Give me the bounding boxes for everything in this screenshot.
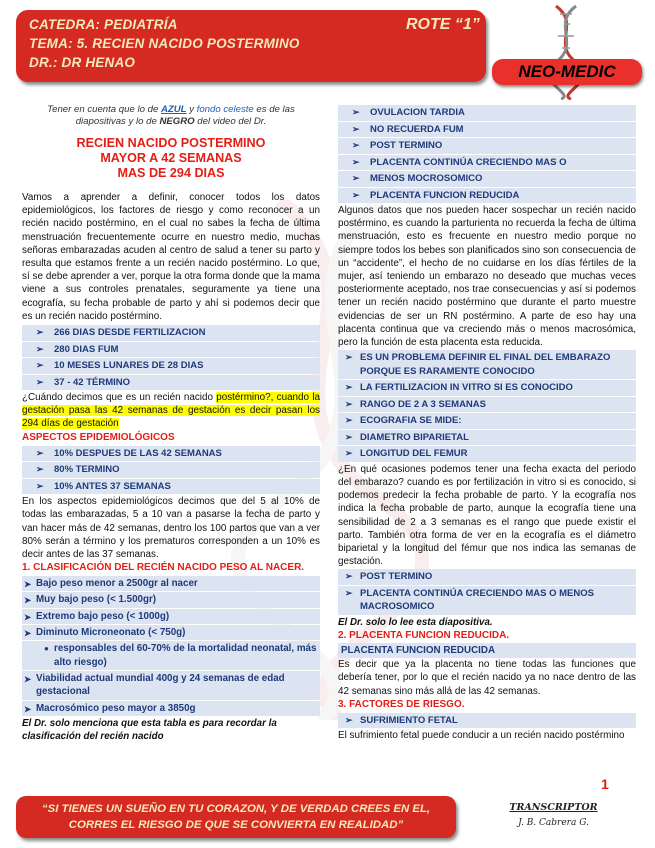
highlighted-answer: postérmino?, cuando la gestación pasa las 42 semanas de gestación es decir pasan los 294 días de gestación	[22, 392, 321, 430]
section-heading: ASPECTOS EPIDEMIOLÓGICOS	[22, 431, 175, 443]
ecography-paragraph: ¿En qué ocasiones podemos tener una fecha exacta del periodo del embarazo? cuando es por fertilización in vitro si es conocido, si podemos predecir la fecha probable de parto. Y la ecografía nos indica la fecha probable de parto, aunque la ecografía tiene una sensibilidad de 2 a 3 semanas es el rango que puede existir el parto. También otra forma de ver en la ecografía es el diámetro biparietal y la longitud del fémur que nos indica las semanas de gestación.	[338, 463, 636, 568]
question-text: ¿Cuándo decimos que es un recién nacido	[22, 392, 217, 404]
footer-quote-line: CORRES EL RIESGO DE QUE SE CONVIERTA EN REALIDAD”	[68, 819, 404, 831]
list-item: ➤ Diminuto Microneonato (< 750g)	[22, 625, 320, 640]
list-item: ➢ 37 - 42 TÉRMINO	[22, 375, 320, 391]
page-title	[22, 136, 320, 181]
fetal-distress-paragraph: El sufrimiento fetal puede conducir a un recién nacido postérmino	[338, 730, 625, 742]
note-celeste: fondo celeste	[196, 104, 254, 115]
list-item: ➢ NO RECUERDA FUM	[338, 122, 636, 138]
suspicion-paragraph: Algunos datos que nos pueden hacer sospechar un recién nacido postérmino, es cuando la parturienta no recuerda la fecha de última menstruación, esto es frecuente en nuestro medio porque no siempre todos los bebes son planificados sino son consecuencia de un “accidente”, el hecho de no cuidarse en los días fértiles de la mujer, así teniendo un embarazo no deseado que muchas veces posteriormente aceptado, nos trae consecuencias y así si podemos tener un recién nacido postérmino que durante el parto muestre evidencias de ser un RN postérmino. A parte de eso hay una placenta continua que va creciendo más o menos macrosómica, pero la función de esta placenta esta reducida.	[338, 205, 636, 349]
placenta-paragraph: Es decir que ya la placenta no tiene todas las funciones que debería tener, por lo que el recién nacido ya no nace dentro de las 42 semanas sino más allá de las 42 semanas.	[338, 659, 636, 697]
intro-paragraph: Vamos a aprender a definir, conocer todos los datos epidemiológicos, los factores de riesgo y como reconocer a un recién nacido postérmino, en el cual no sabes la fecha de última menstruación frecuentemente ocurre en nuestro medio, muchas señoras embarazadas acuden al centro de salud a tener su parto y resulta que estamos frente a un recién nacido postérmino. Lo que, sí se debe aprender a ver, porque la otra forma donde que la mama viene a sus controles prenatales, seguramente ya tiene una ecografía, su fecha probable de parto y ahí si podemos decir que es un recién nacido postérmino.	[22, 192, 320, 322]
list-item: ➢ LONGITUD DEL FEMUR	[338, 446, 636, 462]
title-line: RECIEN NACIDO POSTERMINO	[76, 136, 266, 150]
section-heading: 2. PLACENTA FUNCION REDUCIDA.	[338, 629, 510, 641]
header-doctor: DR.: DR HENAO	[29, 55, 136, 70]
note-text: y	[186, 104, 197, 115]
list-item: ➢ SUFRIMIENTO FETAL	[338, 713, 636, 729]
question-paragraph	[22, 391, 320, 431]
list-item: ➢ 80% TERMINO	[22, 462, 320, 478]
epidemiology-paragraph: En los aspectos epidemiológicos decimos que del 5 al 10% de todas las embarazadas, 5 a 10 van a pasarse la fecha de parto y van hacer más de 42 semanas, dentro los 100 partos que van a ver 80% serán a término y los prematuros corresponden a un 10% es decir antes de las 37 semanas.	[22, 496, 320, 560]
sub-heading: PLACENTA FUNCION REDUCIDA	[338, 643, 636, 658]
doctor-note: El Dr. solo menciona que esta tabla es para recordar la clasificación del recién nacido	[22, 717, 277, 742]
list-item: ➢ 10 MESES LUNARES DE 28 DIAS	[22, 358, 320, 374]
title-line: MAYOR A 42 SEMANAS	[100, 151, 242, 165]
doctor-note: El Dr. solo lo lee esta diapositiva.	[338, 616, 493, 628]
list-item: ● responsables del 60-70% de la mortalidad neonatal, más alto riesgo)	[22, 641, 320, 670]
list-item: ➤ Viabilidad actual mundial 400g y 24 semanas de edad gestacional	[22, 671, 320, 700]
header-rote: ROTE “1”	[406, 16, 480, 33]
note-azul: AZUL	[160, 104, 187, 115]
list-item: ➢ 266 DIAS DESDE FERTILIZACION	[22, 325, 320, 341]
section-heading: 1. CLASIFICACIÓN DEL RECIÉN NACIDO PESO AL NACER.	[22, 562, 305, 574]
list-item: ➢ DIAMETRO BIPARIETAL	[338, 430, 636, 446]
list-item: ➢ ECOGRAFIA SE MIDE:	[338, 413, 636, 429]
list-item: ➢ PLACENTA FUNCION REDUCIDA	[338, 188, 636, 204]
section-heading: 3. FACTORES DE RIESGO.	[338, 698, 465, 710]
transcriptor-block	[476, 802, 631, 828]
neo-medic-logo	[492, 4, 644, 100]
list-item: ➤ Extremo bajo peso (< 1000g)	[22, 609, 320, 624]
left-column	[22, 104, 320, 743]
list-item: ➢ LA FERTILIZACION IN VITRO SI ES CONOCIDO	[338, 380, 636, 396]
list-item: ➢ ES UN PROBLEMA DEFINIR EL FINAL DEL EMBARAZO PORQUE ES RARAMENTE CONOCIDO	[338, 350, 636, 379]
list-item: ➢ 280 DIAS FUM	[22, 342, 320, 358]
list-item: ➢ POST TERMINO	[338, 138, 636, 154]
list-item: ➢ RANGO DE 2 A 3 SEMANAS	[338, 397, 636, 413]
list-item: ➢ OVULACION TARDIA	[338, 105, 636, 121]
list-item: ➢ PLACENTA CONTINÚA CRECIENDO MAS O	[338, 155, 636, 171]
footer-quote-line: “SI TIENES UN SUEÑO EN TU CORAZON, Y DE VERDAD CREES EN EL,	[41, 803, 431, 815]
title-line: MAS DE 294 DIAS	[117, 166, 225, 180]
right-column	[338, 104, 636, 742]
list-item: ➤ Muy bajo peso (< 1.500gr)	[22, 592, 320, 607]
list-item: ➤ Bajo peso menor a 2500gr al nacer	[22, 576, 320, 591]
header-catedra: CATEDRA: PEDIATRÍA	[29, 17, 178, 32]
header-banner	[16, 10, 486, 82]
list-item: ➢ MENOS MOCROSOMICO	[338, 171, 636, 187]
dna-icon	[536, 4, 596, 100]
list-item: ➤ Macrosómico peso mayor a 3850g	[22, 701, 320, 716]
transcriptor-name: J. B. Cabrera G.	[518, 818, 589, 828]
note-text: Tener en cuenta que lo de	[47, 104, 161, 115]
list-item: ➢ POST TERMINO	[338, 569, 636, 585]
footer-banner	[16, 796, 456, 838]
list-item: ➢ 10% ANTES 37 SEMANAS	[22, 479, 320, 495]
brand-name: NEO-MEDIC	[492, 59, 642, 85]
list-item: ➢ PLACENTA CONTINÚA CRECIENDO MAS O MENOS MACROSOMICO	[338, 586, 636, 615]
note-text: es de las diapositivas y lo de	[75, 104, 295, 127]
note-negro: NEGRO	[159, 116, 195, 127]
page-number: 1	[601, 776, 609, 792]
header-tema: TEMA: 5. RECIEN NACIDO POSTERMINO	[29, 36, 300, 51]
note-text: del video del Dr.	[194, 116, 267, 127]
transcriptor-label: TRANSCRIPTOR	[509, 802, 598, 813]
color-legend-note	[30, 104, 312, 128]
list-item: ➢ 10% DESPUES DE LAS 42 SEMANAS	[22, 446, 320, 462]
